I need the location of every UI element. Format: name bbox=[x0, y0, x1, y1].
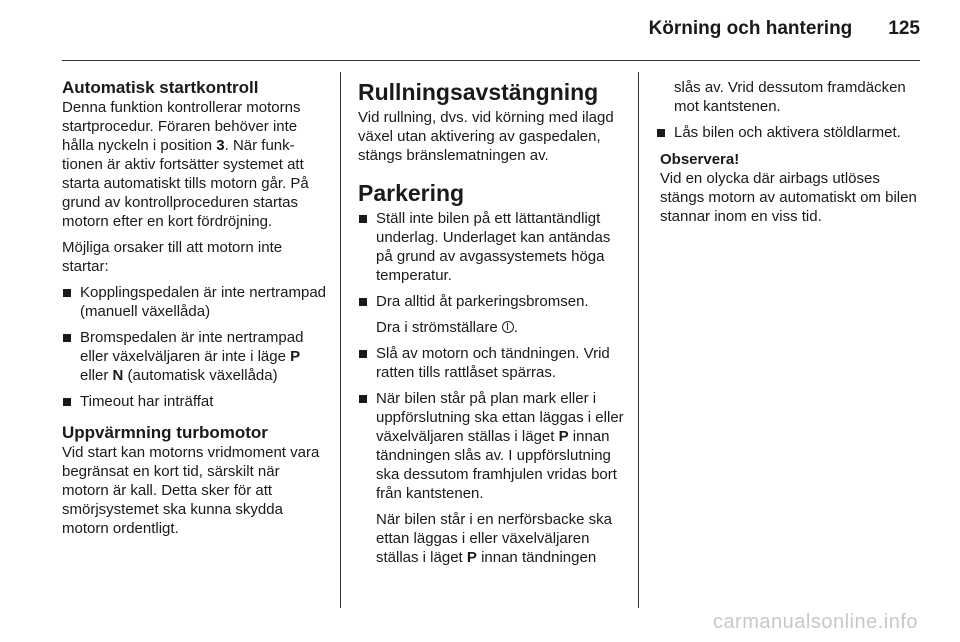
list-continued bbox=[656, 123, 924, 142]
column-divider-1 bbox=[340, 72, 341, 608]
list-item: Ställ inte bilen på ett lättantändligt underlag. Underlaget kan antändas på grund av avgassystemets höga temperatur. bbox=[358, 209, 628, 285]
note-body: Vid en olycka där airbags utlöses stängs motorn av automatiskt om bilen stannar inom en viss tid. bbox=[660, 170, 917, 225]
section-title-uppvarmning: Uppvärmning turbomotor bbox=[62, 423, 268, 442]
page-number: 125 bbox=[888, 18, 920, 39]
list-parkering bbox=[358, 209, 628, 567]
column-1 bbox=[62, 78, 328, 545]
list-item: Timeout har inträffat bbox=[62, 392, 328, 411]
note-title: Observera! bbox=[660, 151, 740, 168]
list-orsaker bbox=[62, 283, 328, 411]
header-rule bbox=[62, 60, 920, 61]
paragraph-rullning: Vid rullning, dvs. vid körning med ilagd växel utan aktivering av gaspedalen, stängs bränslematningen av. bbox=[358, 109, 614, 164]
paragraph-orsaker: Möjliga orsaker till att motorn inte startar: bbox=[62, 239, 283, 275]
paragraph-startkontroll: Denna funktion kontrollerar motorns startprocedur. Föraren behöver inte hålla nyckeln i position 3. När funktionen är aktiv fortsätter systemet att starta automatiskt tills motorn går. På grund av kontrollproceduren startas motorn efter en kort fördröjning. bbox=[62, 99, 309, 230]
column-3 bbox=[656, 78, 924, 226]
section-title-parkering: Parkering bbox=[358, 180, 465, 206]
page-header bbox=[649, 18, 920, 40]
chapter-title: Körning och hantering bbox=[648, 18, 853, 39]
list-item: Kopplingspedalen är inte nertrampad (manuell växellåda) bbox=[62, 283, 328, 321]
paragraph-uppvarmning: Vid start kan motorns vridmoment vara begränsat en kort tid, särskilt när motorn är kall. Detta sker för att smörjsystemet ska kunna skydda motorn ordentligt. bbox=[62, 444, 320, 537]
list-item: Slå av motorn och tändningen. Vrid ratten tills rattlåset spärras. bbox=[358, 344, 628, 382]
section-title-rullningsavstangning: Rullningsavstängning bbox=[358, 79, 599, 105]
paragraph-continuation: slås av. Vrid dessutom framdäcken mot kantstenen. bbox=[674, 79, 906, 115]
list-item: När bilen står på plan mark eller i uppförslutning ska ettan läggas i eller växelväljaren ställas i läget P innan tändningen slås av. I uppförslutning ska dessutom framhjulen vridas bort från kantstenen. När bilen står i en nerförsbacke ska ettan läggas i eller växelväljaren ställas i läget P innan tändningen bbox=[358, 389, 628, 567]
parking-brake-icon bbox=[502, 321, 514, 333]
list-item: Lås bilen och aktivera stöldlarmet. bbox=[656, 123, 924, 142]
column-divider-2 bbox=[638, 72, 639, 608]
section-title-automatisk-startkontroll: Automatisk startkontroll bbox=[62, 78, 259, 97]
column-2 bbox=[358, 78, 628, 574]
watermark: carmanualsonline.info bbox=[712, 611, 918, 633]
list-item: Dra alltid åt parkeringsbromsen. Dra i strömställare . bbox=[358, 292, 628, 337]
list-item: Bromspedalen är inte nertrampad eller växelväljaren är inte i läge P eller N (automatisk växellåda) bbox=[62, 328, 328, 385]
